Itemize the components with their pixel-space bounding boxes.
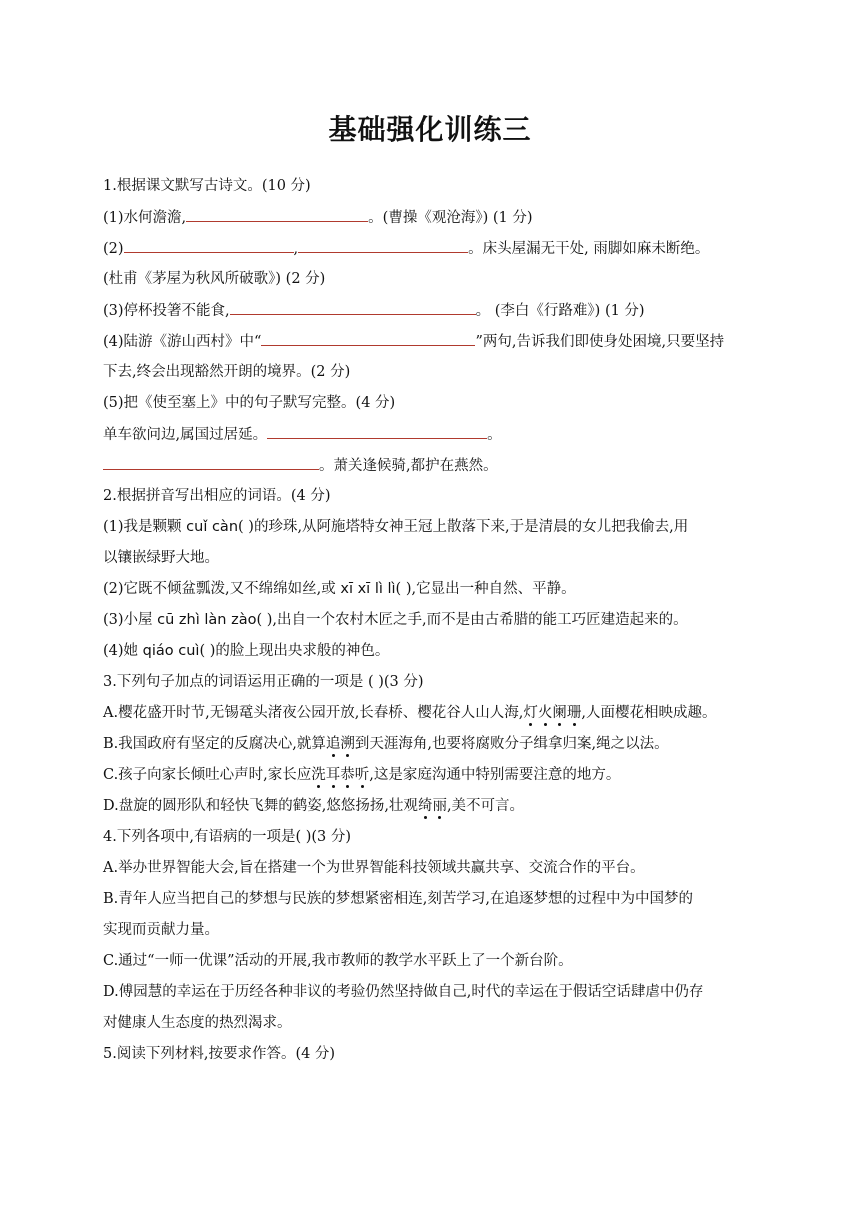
q1-item-2-source: (杜甫《茅屋为秋风所破歌》) (2 分): [103, 271, 326, 287]
q2-item-2: (2)它既不倾盆瓢泼,又不绵绵如丝,或 xī xī lì lì( ),它显出一种自然、平静。: [103, 581, 576, 597]
q3-option-d: D.盘旋的圆形队和轻快飞舞的鹤姿,悠悠扬扬,壮观绮丽,美不可言。: [103, 798, 525, 814]
answer-blank[interactable]: [298, 238, 468, 253]
emphasis-char: 恭: [340, 767, 355, 783]
emphasis-char: 阑: [552, 705, 567, 721]
q4-option-a: A.举办世界智能大会,旨在搭建一个为世界智能科技领域共赢共享、交流合作的平台。: [103, 860, 645, 876]
q1-item-5-stem: (5)把《使至塞上》中的句子默写完整。(4 分): [103, 395, 396, 411]
answer-blank[interactable]: [230, 300, 476, 315]
answer-blank[interactable]: [186, 207, 368, 222]
emphasis-char: 绮: [417, 798, 433, 814]
q4-option-b: B.青年人应当把自己的梦想与民族的梦想紧密相连,刻苦学习,在追逐梦想的过程中为中国梦的: [103, 891, 693, 907]
q4-stem: 4.下列各项中,有语病的一项是( )(3 分): [103, 829, 352, 845]
q3-option-a: A.樱花盛开时节,无锡鼋头渚夜公园开放,长春桥、樱花谷人山人海,灯火阑珊,人面樱花相映成趣。: [103, 705, 717, 721]
emphasis-char: 珊: [566, 705, 582, 721]
page-title: 基础强化训练三: [328, 113, 532, 146]
q3-stem: 3.下列句子加点的词语运用正确的一项是 ( )(3 分): [103, 674, 424, 690]
emphasis-char: 耳: [325, 767, 341, 783]
q4-option-d-cont: 对健康人生态度的热烈渴求。: [103, 1015, 292, 1031]
pinyin: qiáo cuì: [142, 643, 200, 659]
dotted-word: [311, 767, 369, 783]
dotted-word: [326, 736, 355, 752]
q2-item-3: (3)小屋 cū zhì làn zào( ),出自一个农村木匠之手,而不是由古希腊的能工巧匠建造起来的。: [103, 612, 688, 628]
emphasis-char: 火: [537, 705, 553, 721]
q1-item-3: (3)停杯投箸不能食, 。 (李白《行路难》) (1 分): [103, 300, 763, 321]
q3-option-c: C.孩子向家长倾吐心声时,家长应洗耳恭听,这是家庭沟通中特别需要注意的地方。: [103, 767, 621, 783]
q1-item-4: (4)陆游《游山西村》中“ ”两句,告诉我们即使身处困境,只要坚持: [103, 331, 763, 352]
q4-option-c: C.通过“一师一优课”活动的开展,我市教师的教学水平跃上了一个新台阶。: [103, 953, 573, 969]
answer-blank[interactable]: [124, 238, 294, 253]
q1-item-1: (1)水何澹澹, 。(曹操《观沧海》) (1 分): [103, 207, 763, 228]
q2-item-4: (4)她 qiáo cuì( )的脸上现出央求般的神色。: [103, 643, 390, 659]
q4-option-d: D.傅园慧的幸运在于历经各种非议的考验仍然坚持做自己,时代的幸运在于假话空话肆虐中仍存: [103, 984, 704, 1000]
q1-item-5-line1: 单车欲问边,属国过居延。 。: [103, 424, 763, 445]
q4-option-b-cont: 实现而贡献力量。: [103, 922, 219, 938]
pinyin: cuǐ càn: [186, 519, 239, 535]
q1-item-4-cont: 下去,终会出现豁然开朗的境界。(2 分): [103, 364, 351, 380]
q5-stem: 5.阅读下列材料,按要求作答。(4 分): [103, 1046, 336, 1062]
q1-item-5-line2: 。萧关逢候骑,都护在燕然。: [103, 455, 763, 476]
answer-blank[interactable]: [103, 455, 319, 470]
q3-option-b: B.我国政府有坚定的反腐决心,就算追溯到天涯海角,也要将腐败分子缉拿归案,绳之以法。: [103, 736, 669, 752]
pinyin: xī xī lì lì: [340, 581, 396, 597]
emphasis-char: 听: [354, 767, 370, 783]
q2-stem: 2.根据拼音写出相应的词语。(4 分): [103, 488, 331, 504]
emphasis-char: 追: [325, 736, 341, 752]
emphasis-char: 灯: [523, 705, 538, 721]
q2-item-1-cont: 以镶嵌绿野大地。: [103, 550, 219, 566]
answer-blank[interactable]: [261, 331, 475, 346]
dotted-word: [418, 798, 447, 814]
answer-blank[interactable]: [267, 424, 487, 439]
q1-stem: 1.根据课文默写古诗文。(10 分): [103, 178, 311, 194]
q1-item-2: (2) , 。床头屋漏无干处, 雨脚如麻未断绝。: [103, 238, 763, 259]
emphasis-char: 丽: [432, 798, 447, 814]
emphasis-char: 溯: [340, 736, 355, 752]
dotted-word: [523, 705, 581, 721]
emphasis-char: 洗: [311, 767, 326, 783]
pinyin: cū zhì làn zào: [157, 612, 257, 628]
q2-item-1: (1)我是颗颗 cuǐ càn( )的珍珠,从阿施塔特女神王冠上散落下来,于是清晨的女儿把我偷去,用: [103, 519, 689, 535]
